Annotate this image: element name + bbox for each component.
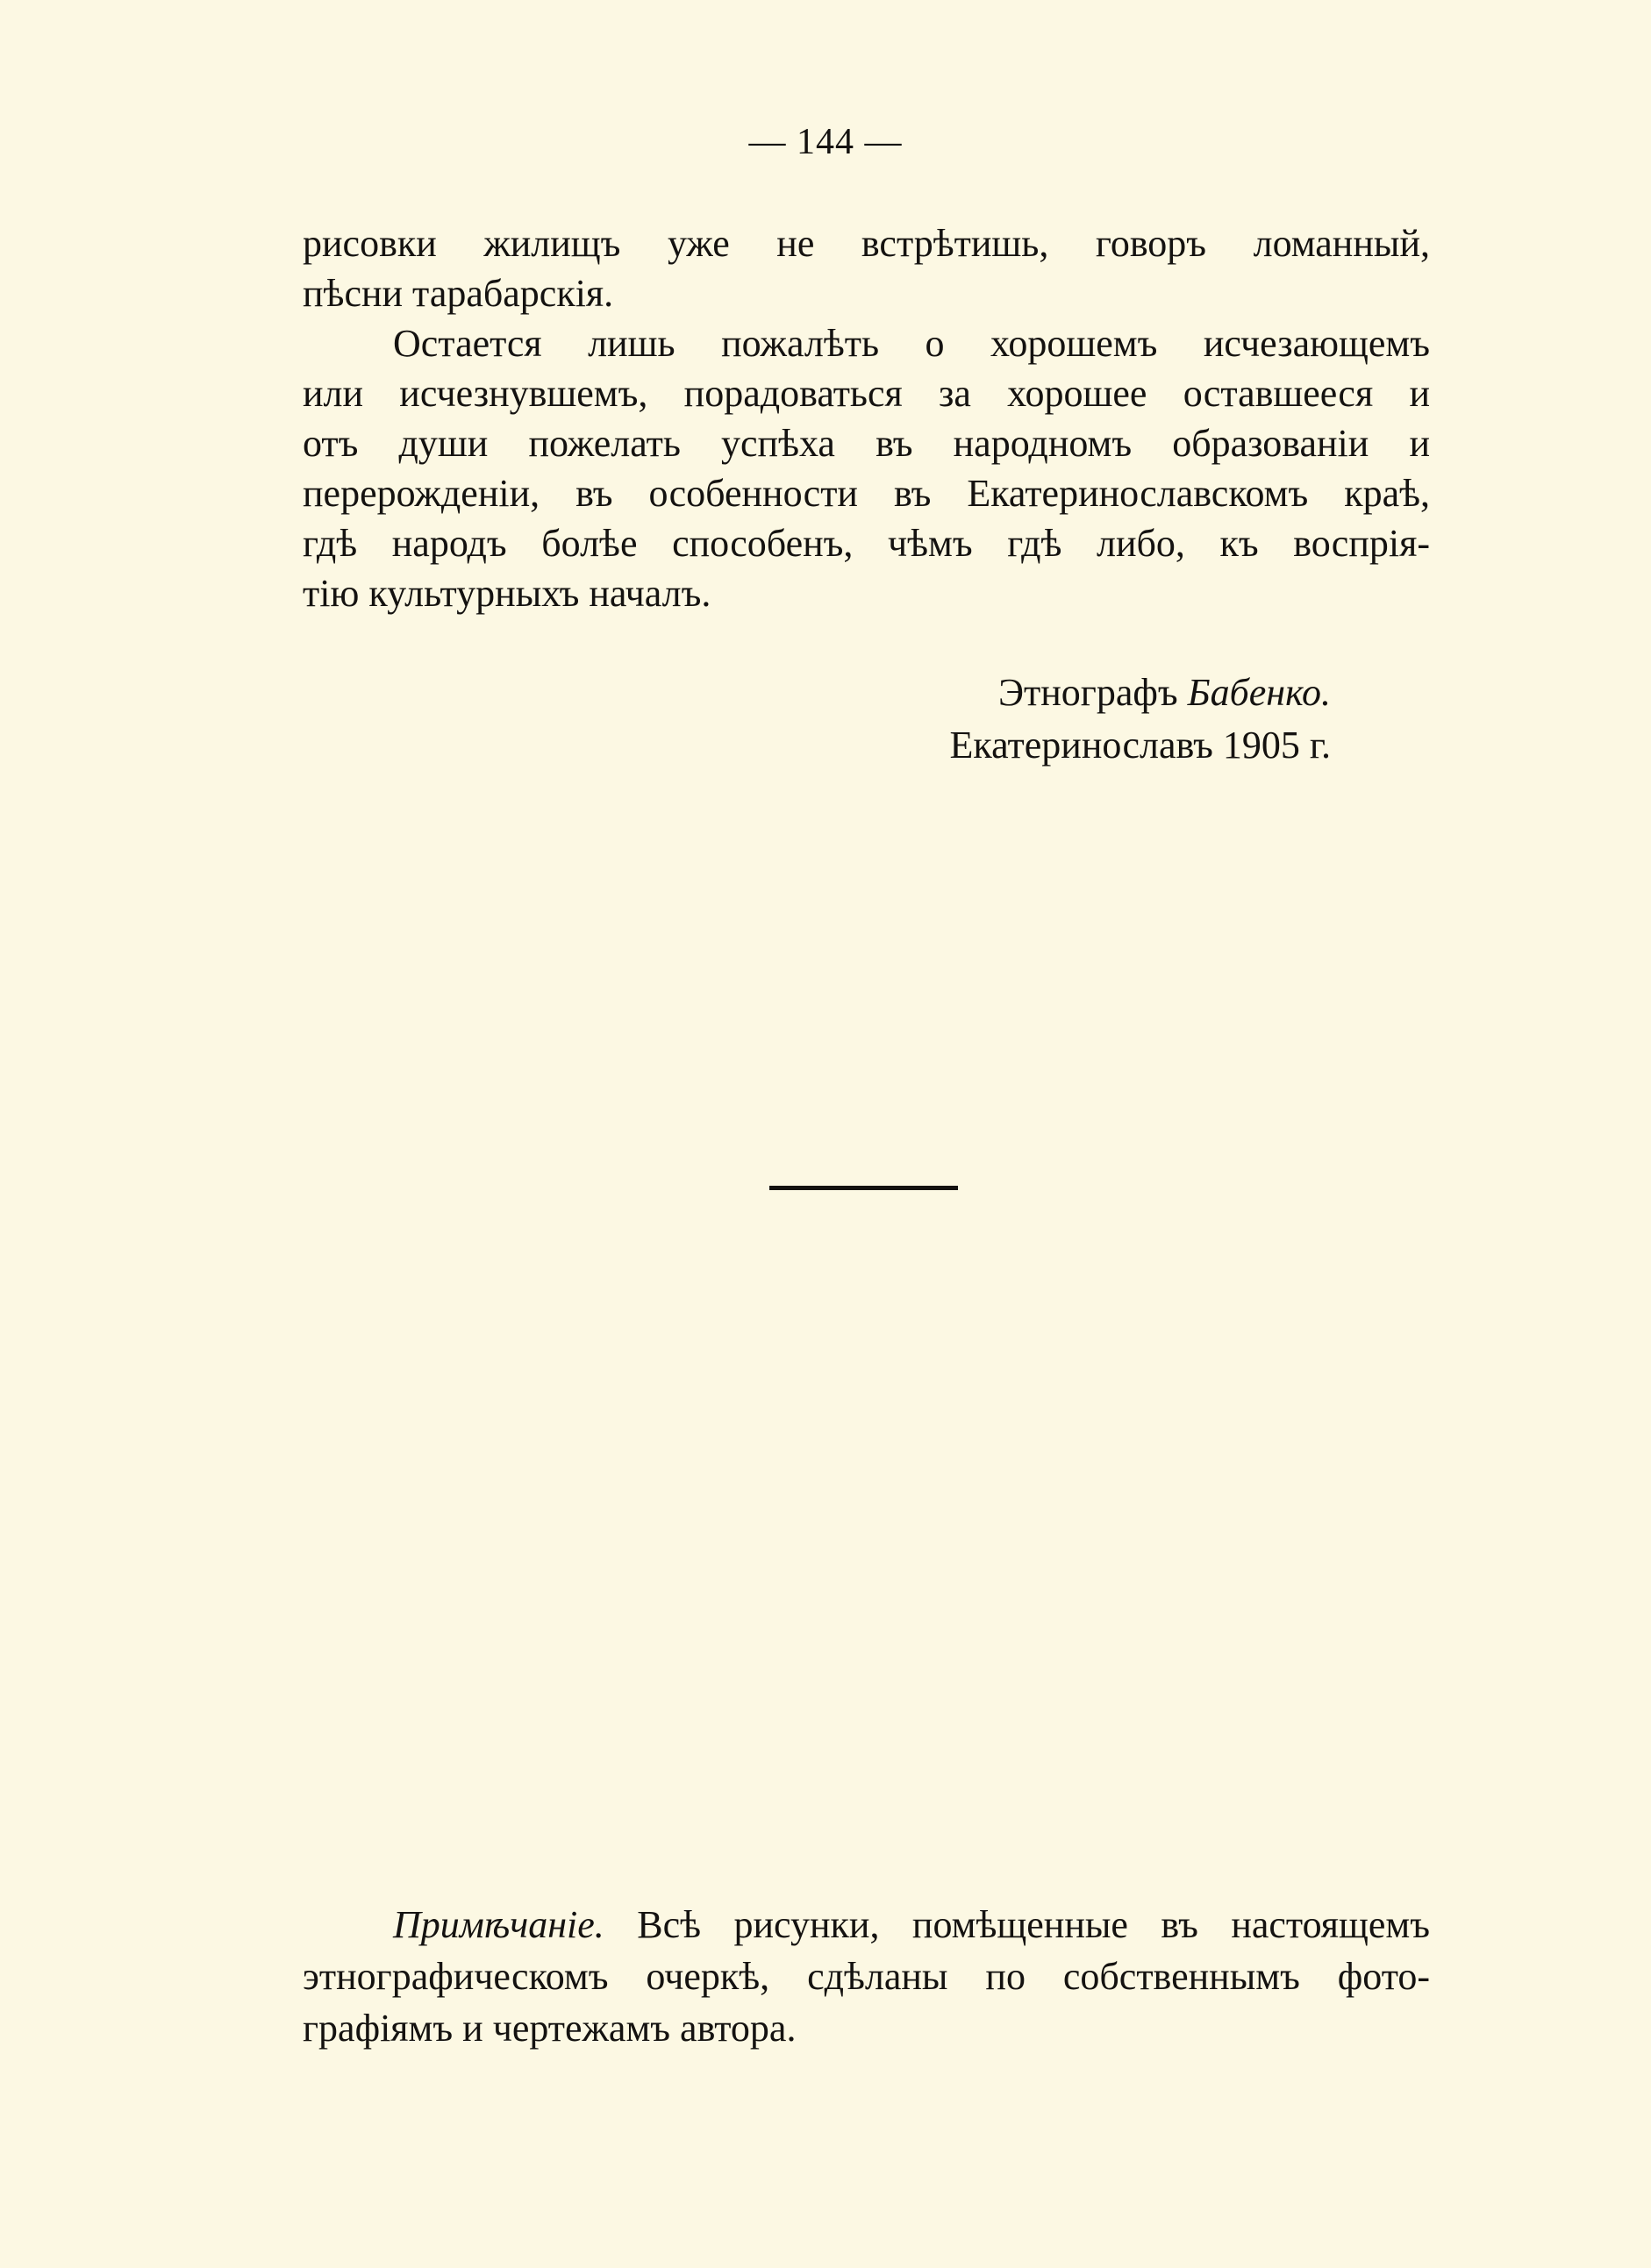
- note-line-1-text: Всѣ рисунки, помѣщенные въ настоящемъ: [637, 1903, 1430, 1946]
- body-line-3: Остается лишь пожалѣть о хорошемъ исчезающемъ: [393, 322, 1430, 365]
- page-number: — 144 —: [748, 122, 903, 162]
- note-label: Примѣчаніе.: [393, 1903, 604, 1946]
- body-line-6: перерожденіи, въ особенности въ Екатеринославскомъ краѣ,: [303, 472, 1430, 515]
- section-divider: [769, 1186, 958, 1190]
- signature-place-date: Екатеринославъ 1905 г.: [949, 724, 1331, 767]
- note-line-1: [393, 1901, 1430, 1950]
- note-line-2: этнографическомъ очеркѣ, сдѣланы по собственнымъ фото-: [303, 1955, 1430, 1998]
- signature-line: [998, 668, 1331, 717]
- body-line-2: пѣсни тарабарскія.: [303, 272, 614, 315]
- body-line-1: рисовки жилищъ уже не встрѣтишь, говоръ ломанный,: [303, 222, 1430, 265]
- signature-role: Этнографъ: [997, 671, 1178, 714]
- body-line-8: тію культурныхъ началъ.: [303, 572, 711, 615]
- body-line-5: отъ души пожелать успѣха въ народномъ образованіи и: [303, 422, 1430, 465]
- body-line-7: гдѣ народъ болѣе способенъ, чѣмъ гдѣ либо, къ воспрія-: [303, 522, 1430, 565]
- body-line-4: или исчезнувшемъ, порадоваться за хорошее оставшееся и: [303, 372, 1430, 415]
- signature-author: Бабенко.: [1187, 671, 1331, 714]
- note-line-3: графіямъ и чертежамъ автора.: [303, 2007, 797, 2050]
